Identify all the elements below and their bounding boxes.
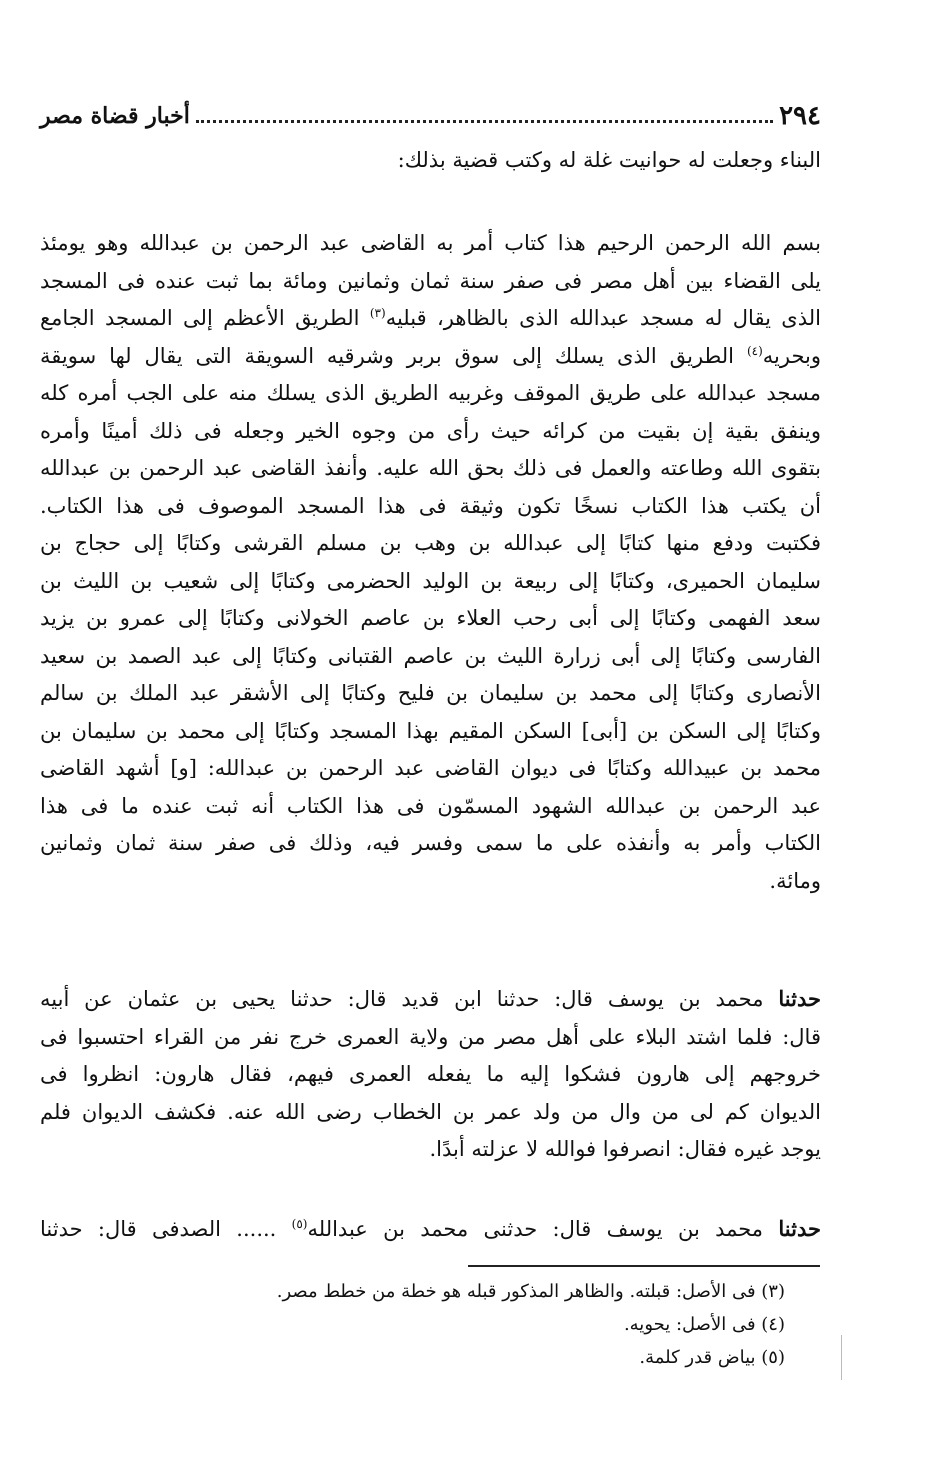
- document-line: ومائة.: [769, 868, 821, 893]
- note-ref-3: (٣): [369, 306, 386, 320]
- document-line-text: الطريق الأعظم إلى المسجد الجامع: [40, 306, 360, 330]
- dotted-leader: [196, 120, 773, 123]
- document-line: [40, 300, 821, 338]
- narration-line: يوجد غيره فقال: انصرفوا فوالله لا عزلته أبدًا.: [429, 1137, 821, 1161]
- footnote-4: (٤) فى الأصل: يحويه.: [623, 1314, 785, 1335]
- running-title: أخبار قضاة مصر: [40, 103, 190, 129]
- document-line-text: الذى يقال له مسجد عبدالله الذى بالظاهر، قبليه: [385, 306, 821, 330]
- document-line-text: الطريق الذى يسلك إلى سوق بربر وشرقيه السويقة التى يقال لها سويقة: [40, 343, 735, 368]
- narration-text: محمد بن يوسف قال: حدثنا ابن قديد قال: حدثنا يحيى بن عثمان عن أبيه: [40, 987, 764, 1011]
- document-line: أن يكتب هذا الكتاب نسخًا تكون وثيقة فى هذا المسجد الموصوف فى هذا الكتاب.: [40, 493, 821, 518]
- document-line: الفارسى وكتابًا إلى أبى زرارة الليث بن عاصم القتبانى وكتابًا إلى عبد الصمد بن سعيد: [40, 643, 821, 668]
- narration-1: [40, 980, 821, 1169]
- document-line: يلى القضاء بين أهل مصر فى صفر سنة ثمان وثمانين ومائة بما ثبت عنده فى المسجد: [40, 268, 821, 293]
- document-line: الكتاب وأمر به وأنفذه على ما سمى وفسر فيه، وذلك فى صفر سنة ثمان وثمانين: [40, 831, 821, 855]
- narration-line: [40, 980, 821, 1019]
- narration-lead: حدثنا: [778, 1216, 821, 1241]
- narration-2: [40, 1210, 821, 1249]
- document-line-text: وبحريه: [762, 343, 821, 368]
- document-line: وينفق بقية إن بقيت من كرائه حيث رأى من وجوه الخير وجعله فى ذلك أمينًا وأمره: [40, 418, 821, 443]
- document-line: بسم الله الرحمن الرحيم هذا كتاب أمر به القاضى عبد الرحمن بن عبدالله وهو يومئذ: [40, 231, 821, 255]
- waqf-document: [40, 225, 821, 900]
- note-ref-4: (٤): [746, 343, 763, 358]
- narration-line: خروجهم إلى هارون فشكوا إليه ما يفعله العمرى فيهم، فقال هارون: انظروا فى: [40, 1062, 821, 1086]
- document-line: بتقوى الله وطاعته والعمل فى ذلك بحق الله عليه. وأنفذ القاضى عبد الرحمن بن عبدالله: [40, 456, 821, 480]
- footnotes: [40, 1275, 785, 1374]
- narration-line: [40, 1210, 821, 1249]
- document-line: وكتابًا إلى السكن بن [أبى] السكن المقيم بهذا المسجد وكتابًا إلى محمد بن سليمان بن: [40, 718, 821, 743]
- document-line: سليمان الحميرى، وكتابًا إلى ربيعة بن الوليد الحضرمى وكتابًا إلى شعيب بن الليث بن: [40, 568, 821, 593]
- document-line: [40, 338, 821, 376]
- document-line: محمد بن عبيدالله وكتابًا فى ديوان القاضى عبد الرحمن بن عبدالله: [و] أشهد القاضى: [40, 756, 821, 780]
- page-number: ٢٩٤: [779, 101, 821, 131]
- narration-text: ...... الصدفى قال: حدثنا: [40, 1217, 277, 1241]
- footnote-3: (٣) فى الأصل: قبلته. والظاهر المذكور قبله هو خطة من خطط مصر.: [276, 1281, 785, 1302]
- intro-text: البناء وجعلت له حوانيت غلة له وكتب قضية بذلك:: [397, 148, 821, 172]
- document-line: مسجد عبدالله على طريق الموقف وغربيه الطريق الذى يسلك منه على الجب أمره كله: [40, 381, 821, 405]
- scan-edge-mark: [841, 1335, 842, 1380]
- page-header: [40, 96, 821, 136]
- narration-lead: حدثنا: [778, 986, 821, 1011]
- narration-text: محمد بن يوسف قال: حدثنى محمد بن عبدالله: [307, 1217, 764, 1241]
- narration-line: الديوان كم لى من وال من ولد عمر بن الخطاب رضى الله عنه. فكشف الديوان فلم: [40, 1099, 821, 1124]
- footnote-5: (٥) بياض قدر كلمة.: [639, 1347, 785, 1368]
- footnote-separator: [468, 1265, 820, 1267]
- narration-line: قال: فلما اشتد البلاء على أهل مصر من ولاية العمرى خرج نفر من القراء احتسبوا فى: [40, 1024, 821, 1049]
- note-ref-5: (٥): [291, 1217, 308, 1231]
- document-line: عبد الرحمن بن عبدالله الشهود المسمّون فى هذا الكتاب أنه ثبت عنده ما فى هذا: [40, 793, 821, 818]
- document-line: سعد الفهمى وكتابًا إلى أبى رحب العلاء بن عاصم الخولانى وكتابًا إلى عمرو بن يزيد: [40, 606, 821, 630]
- intro-line: [40, 142, 821, 180]
- document-line: الأنصارى وكتابًا إلى محمد بن سليمان بن فليح وكتابًا إلى الأشقر عبد الملك بن سالم: [40, 681, 821, 705]
- document-line: فكتبت ودفع منها كتابًا إلى عبدالله بن وهب بن مسلم القرشى وكتابًا إلى حجاج بن: [40, 531, 821, 555]
